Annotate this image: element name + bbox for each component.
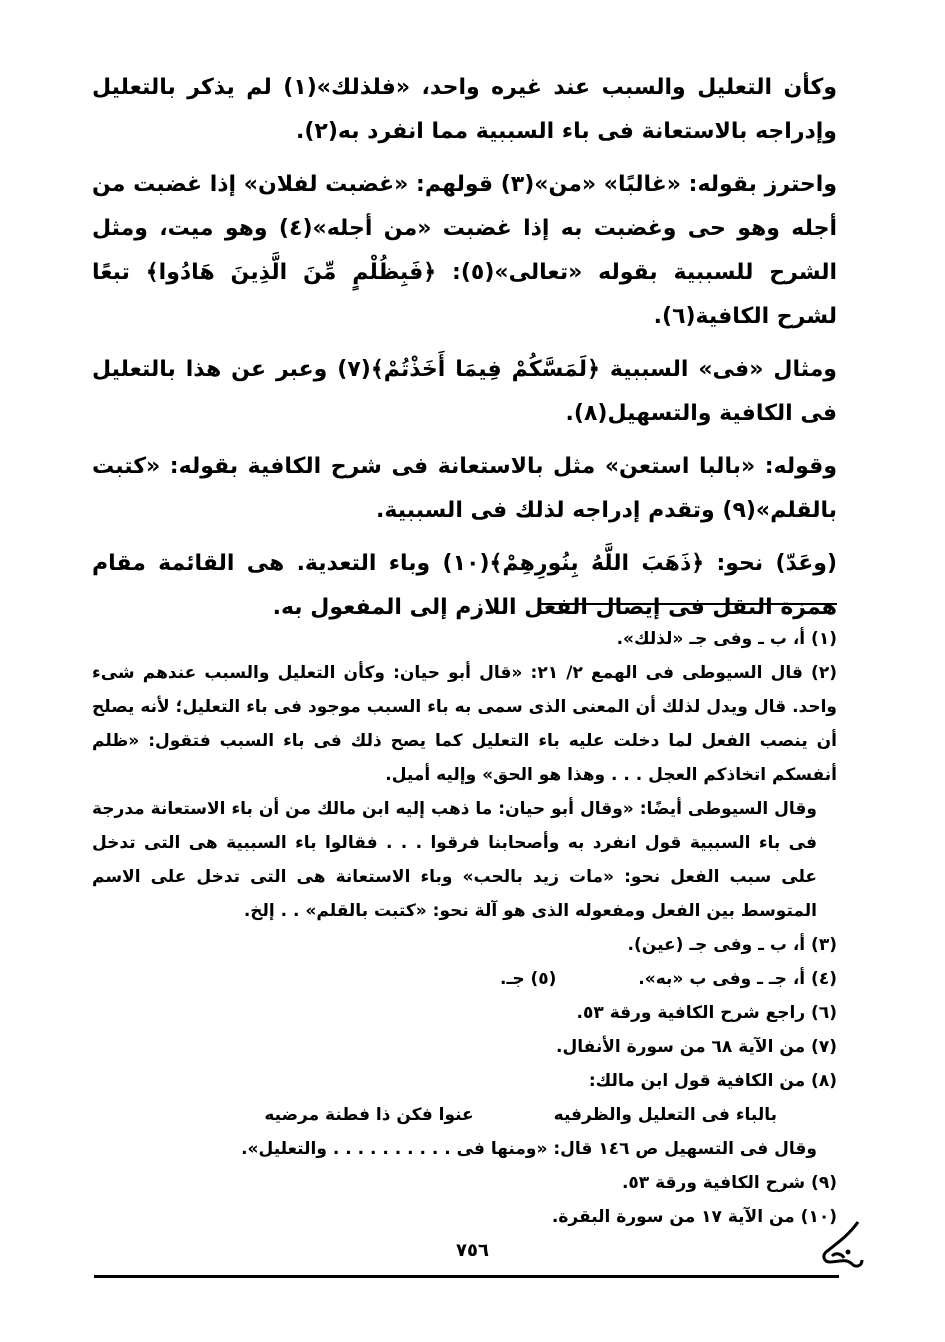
footnote-6: (٦) راجع شرح الكافية ورقة ٥٣.: [576, 1003, 837, 1023]
footnote-3: (٣) أ، ب ـ وفى جـ (عين).: [627, 935, 837, 955]
footnote-7: (٧) من الآية ٦٨ من سورة الأنفال.: [556, 1037, 837, 1057]
footnote-8-continued: وقال فى التسهيل ص ١٤٦ قال: «ومنها فى . . . . . . . . . . والتعليل».: [241, 1139, 817, 1159]
paragraph: ومثال «فى» السببية ﴿لَمَسَّكُمْ فِيمَا أَخَذْتُمْ﴾(٧) وعبر عن هذا بالتعليل فى الكافية والتسهيل(٨).: [92, 357, 837, 426]
footnote-4-5: [92, 962, 837, 996]
paragraph: (وعَدّ) نحو: ﴿ذَهَبَ اللَّهُ بِنُورِهِمْ﴾(١٠) وباء التعدية. هى القائمة مقام همزة النقل فى إيصال الفعل اللازم إلى المفعول به.: [92, 551, 837, 620]
footnote-8: (٨) من الكافية قول ابن مالك:: [588, 1071, 837, 1091]
paragraph: وقوله: «بالبا استعن» مثل بالاستعانة فى شرح الكافية بقوله: «كتبت بالقلم»(٩) وتقدم إدراجه لذلك فى السببية.: [92, 454, 837, 523]
footnote-4: (٤) أ، جـ ـ وفى ب «به».: [638, 969, 837, 989]
footnote-1: (١) أ، ب ـ وفى جـ «لذلك».: [616, 629, 837, 649]
paragraph: وكأن التعليل والسبب عند غيره واحد، «فلذلك»(١) لم يذكر بالتعليل وإدراجه بالاستعانة فى باء السببية مما انفرد به(٢).: [92, 75, 838, 144]
verse-second-hemistich: عنوا فكن ذا فطنة مرضيه: [264, 1105, 474, 1125]
main-text: [92, 66, 837, 639]
page-number: ٧٥٦: [456, 1240, 489, 1261]
footer-rule: [94, 1275, 839, 1278]
paragraph: واحترز بقوله: «غالبًا» «من»(٣) قولهم: «غضبت لفلان» إذا غضبت من أجله وهو حى وغضبت به إذا غضبت «من أجله»(٤) وهو ميت، ومثل الشرح للسببية بقوله «تعالى»(٥): ﴿فَبِظُلْمٍ مِّنَ الَّذِينَ هَادُوا﴾ تبعًا لشرح الكافية(٦).: [91, 172, 838, 329]
poem-verse: [92, 1098, 837, 1132]
footnote-9: (٩) شرح الكافية ورقة ٥٣.: [621, 1173, 837, 1193]
footnote-5: (٥) جـ.: [500, 969, 557, 989]
footnote-2-continued: وقال السيوطى أيضًا: «وقال أبو حيان: ما ذهب إليه ابن مالك من أن باء الاستعانة مدرجة فى باء السببية قول انفرد به وأصحابنا فرقوا . . . فقالوا باء السببية هى التى تدخل على سبب الفعل نحو: «مات زيد بالحب» وباء الاستعانة هى التى تدخل على الاسم المتوسط بين الفعل ومفعوله الذى هو آلة نحو: «كتبت بالقلم» . . إلخ.: [92, 799, 817, 921]
footnotes: [92, 622, 837, 1234]
footnote-separator: [540, 603, 837, 605]
publisher-mark-icon: [818, 1218, 866, 1274]
verse-first-hemistich: بالباء فى التعليل والظرفيه: [553, 1105, 777, 1125]
footnote-2: (٢) قال السيوطى فى الهمع ٢/ ٢١: «قال أبو حيان: وكأن التعليل والسبب عندهم شىء واحد. قال ويدل لذلك أن المعنى الذى سمى به باء السبب موجود فى باء التعليل؛ لأنه يصلح أن ينصب الفعل لما دخلت عليه باء التعليل كما يصح ذلك فى باء السبب فتقول: «ظلم أنفسكم اتخاذكم العجل . . . وهذا هو الحق» وإليه أميل.: [92, 663, 837, 785]
footnote-10: (١٠) من الآية ١٧ من سورة البقرة.: [551, 1207, 837, 1227]
